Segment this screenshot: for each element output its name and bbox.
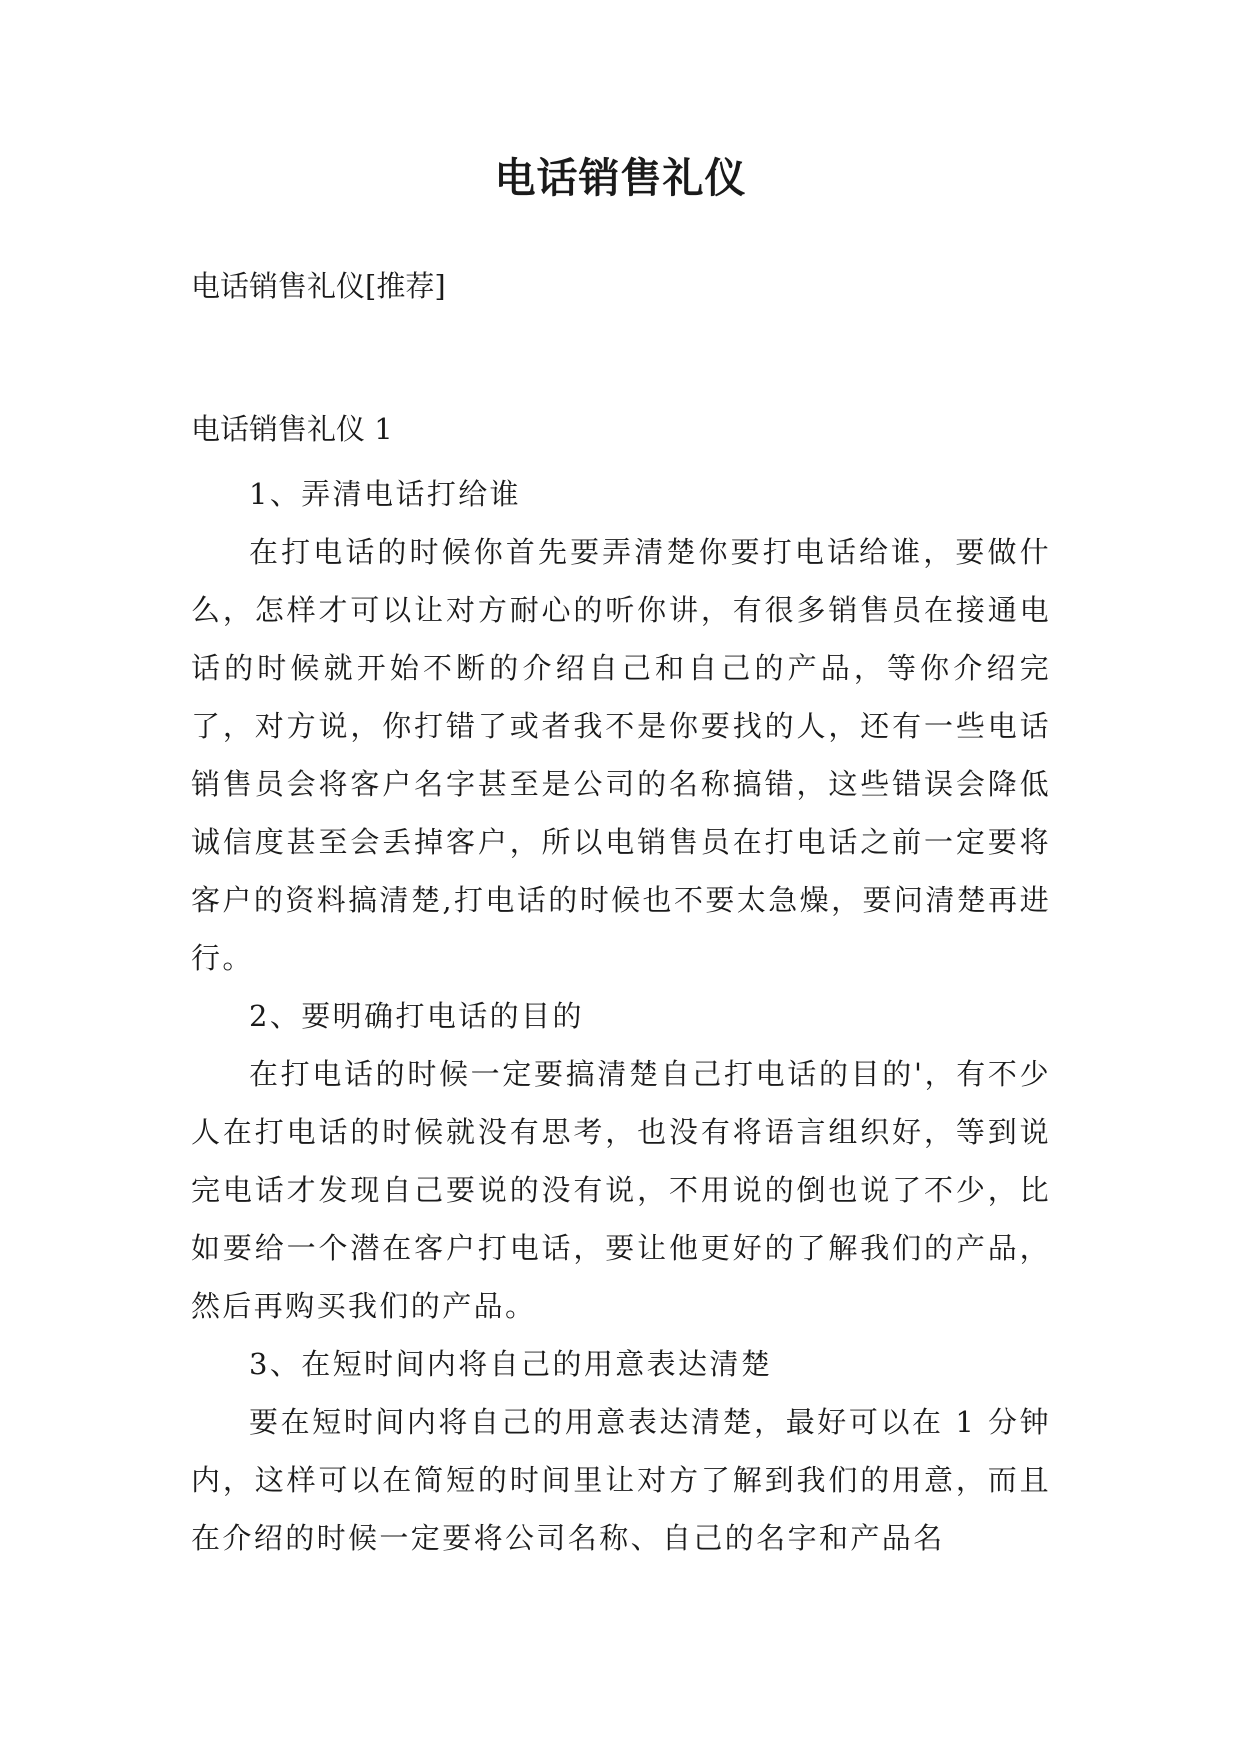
- body-paragraph: 要在短时间内将自己的用意表达清楚，最好可以在 1 分钟内，这样可以在简短的时间里让对方了解到我们的用意，而且在介绍的时候一定要将公司名称、自己的名字和产品名: [191, 1405, 1051, 1555]
- document-title: 电话销售礼仪: [494, 154, 747, 202]
- body-paragraph: 在打电话的时候你首先要弄清楚你要打电话给谁，要做什么，怎样才可以让对方耐心的听你讲，有很多销售员在接通电话的时候就开始不断的介绍自己和自己的产品，等你介绍完了，对方说，你打错了或者我不是你要找的人，还有一些电话销售员会将客户名字甚至是公司的名称搞错，这些错误会降低诚信度甚至会丢掉客户，所以电销售员在打电话之前一定要将客户的资料搞清楚,打电话的时候也不要太急燥，要问清楚再进行。: [191, 535, 1051, 975]
- item-heading: 3、在短时间内将自己的用意表达清楚: [249, 1347, 773, 1381]
- document-subtitle: 电话销售礼仪[推荐]: [191, 269, 446, 303]
- body-paragraph: 在打电话的时候一定要搞清楚自己打电话的目的'，有不少人在打电话的时候就没有思考，也没有将语言组织好，等到说完电话才发现自己要说的没有说，不用说的倒也说了不少，比如要给一个潜在客户打电话，要让他更好的了解我们的产品，然后再购买我们的产品。: [191, 1057, 1051, 1323]
- item-heading: 2、要明确打电话的目的: [249, 999, 584, 1033]
- item-heading: 1、弄清电话打给谁: [249, 477, 522, 511]
- section-heading: 电话销售礼仪 1: [191, 412, 393, 446]
- document-body: [191, 465, 1051, 1567]
